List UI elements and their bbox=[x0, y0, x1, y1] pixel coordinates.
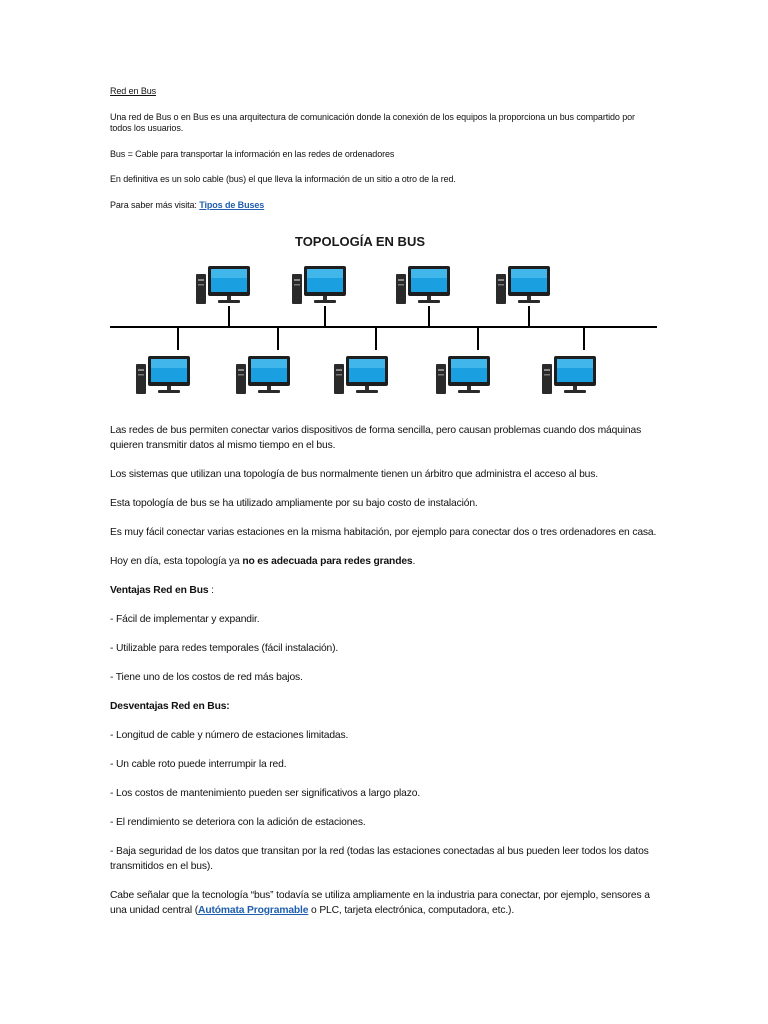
tower-case bbox=[542, 364, 552, 394]
paragraph-5-prefix: Hoy en día, esta topología ya bbox=[110, 556, 243, 567]
tower-drive bbox=[198, 284, 204, 286]
more-info-paragraph bbox=[110, 200, 658, 212]
advantage-item: - Tiene uno de los costos de red más bajos. bbox=[110, 672, 303, 683]
disadvantage-item: - Longitud de cable y número de estaciones limitadas. bbox=[110, 730, 349, 741]
screen-glare bbox=[411, 269, 447, 278]
intro-section bbox=[110, 86, 658, 225]
advantages-heading: Ventajas Red en Bus bbox=[110, 585, 209, 596]
screen-glare bbox=[349, 359, 385, 368]
paragraph-5-suffix: . bbox=[412, 556, 416, 567]
paragraph-5-bold: no es adecuada para redes grandes bbox=[242, 556, 413, 567]
tower-drive bbox=[498, 284, 504, 286]
monitor-stand bbox=[267, 386, 271, 390]
document-title: Red en Bus bbox=[110, 86, 157, 96]
tower-drive bbox=[398, 279, 404, 281]
computer-top-2 bbox=[292, 266, 346, 304]
screen-glare bbox=[557, 359, 593, 368]
tower-drive bbox=[294, 279, 300, 281]
computer-bottom-2 bbox=[236, 356, 290, 394]
tower-drive bbox=[198, 279, 204, 281]
computer-top-4 bbox=[496, 266, 550, 304]
tower-case bbox=[334, 364, 344, 394]
tower-case bbox=[396, 274, 406, 304]
paragraph-4: Es muy fácil conectar varias estaciones en la misma habitación, por ejemplo para conectar dos o tres ordenadores en casa. bbox=[110, 527, 657, 538]
bus-definition-paragraph: Bus = Cable para transportar la información en las redes de ordenadores bbox=[110, 148, 395, 159]
disadvantage-item: - Un cable roto puede interrumpir la red. bbox=[110, 759, 287, 770]
summary-paragraph: En definitiva es un solo cable (bus) el que lleva la información de un sitio a otro de la red. bbox=[110, 174, 456, 184]
advantage-item: - Fácil de implementar y expandir. bbox=[110, 614, 260, 625]
body-section bbox=[110, 423, 658, 932]
tower-drive bbox=[336, 374, 342, 376]
tower-drive bbox=[138, 374, 144, 376]
diagram-title: TOPOLOGÍA EN BUS bbox=[294, 234, 426, 249]
disadvantage-item: - Baja seguridad de los datos que transitan por la red (todas las estaciones conectadas al bus pueden leer todos los datos transmitidos en el bus). bbox=[110, 846, 649, 872]
monitor-base bbox=[518, 300, 540, 303]
monitor-base bbox=[218, 300, 240, 303]
monitor-stand bbox=[323, 296, 327, 300]
monitor-stand bbox=[227, 296, 231, 300]
monitor-stand bbox=[167, 386, 171, 390]
advantages-heading-line bbox=[110, 583, 658, 598]
computer-bottom-5 bbox=[542, 356, 596, 394]
monitor-stand bbox=[427, 296, 431, 300]
paragraph-5 bbox=[110, 554, 658, 569]
paragraph-3: Esta topología de bus se ha utilizado ampliamente por su bajo costo de instalación. bbox=[110, 498, 478, 509]
monitor-base bbox=[418, 300, 440, 303]
monitor-base bbox=[258, 390, 280, 393]
advantages-heading-suffix: : bbox=[208, 585, 214, 596]
paragraph-1: Las redes de bus permiten conectar varios dispositivos de forma sencilla, pero causan problemas cuando dos máquinas quieren transmitir datos al mismo tiempo en el bus. bbox=[110, 425, 642, 451]
disadvantage-item: - El rendimiento se deteriora con la adición de estaciones. bbox=[110, 817, 366, 828]
computer-bottom-1 bbox=[136, 356, 190, 394]
tower-drive bbox=[544, 374, 550, 376]
computer-bottom-3 bbox=[334, 356, 388, 394]
screen-glare bbox=[451, 359, 487, 368]
bus-topology-diagram bbox=[100, 228, 668, 410]
definition-paragraph: Una red de Bus o en Bus es una arquitectura de comunicación donde la conexión de los equipos la proporciona un bus compartido por todos los usuarios. bbox=[110, 111, 635, 133]
bus-topology-figure bbox=[100, 228, 668, 410]
closing-prefix: Cabe señalar que la tecnología “bus” todavía se utiliza ampliamente en la industria para conectar, por ejemplo, sensores a una unidad central ( bbox=[110, 890, 650, 916]
tower-drive bbox=[238, 369, 244, 371]
closing-paragraph bbox=[110, 888, 658, 918]
computer-top-3 bbox=[396, 266, 450, 304]
monitor-base bbox=[356, 390, 378, 393]
screen-glare bbox=[151, 359, 187, 368]
disadvantage-item: - Los costos de mantenimiento pueden ser significativos a largo plazo. bbox=[110, 788, 421, 799]
monitor-stand bbox=[527, 296, 531, 300]
monitor-stand bbox=[467, 386, 471, 390]
tower-case bbox=[292, 274, 302, 304]
monitor-base bbox=[158, 390, 180, 393]
monitor-stand bbox=[573, 386, 577, 390]
paragraph-2: Los sistemas que utilizan una topología de bus normalmente tienen un árbitro que administra el acceso al bus. bbox=[110, 469, 598, 480]
tower-case bbox=[236, 364, 246, 394]
tower-case bbox=[196, 274, 206, 304]
closing-suffix: o PLC, tarjeta electrónica, computadora, etc.). bbox=[308, 905, 515, 916]
tower-drive bbox=[294, 284, 300, 286]
tower-drive bbox=[238, 374, 244, 376]
screen-glare bbox=[511, 269, 547, 278]
computer-bottom-4 bbox=[436, 356, 490, 394]
tower-drive bbox=[438, 374, 444, 376]
monitor-stand bbox=[365, 386, 369, 390]
tower-drive bbox=[398, 284, 404, 286]
monitor-base bbox=[314, 300, 336, 303]
tower-drive bbox=[438, 369, 444, 371]
tower-drive bbox=[544, 369, 550, 371]
automata-programable-link[interactable]: Autómata Programable bbox=[198, 905, 309, 916]
tower-drive bbox=[138, 369, 144, 371]
tower-case bbox=[436, 364, 446, 394]
screen-glare bbox=[211, 269, 247, 278]
screen-glare bbox=[251, 359, 287, 368]
advantage-item: - Utilizable para redes temporales (fácil instalación). bbox=[110, 643, 339, 654]
monitor-base bbox=[458, 390, 480, 393]
tower-drive bbox=[336, 369, 342, 371]
tower-drive bbox=[498, 279, 504, 281]
tower-case bbox=[136, 364, 146, 394]
more-info-prefix: Para saber más visita: bbox=[110, 199, 200, 210]
screen-glare bbox=[307, 269, 343, 278]
tipos-de-buses-link[interactable]: Tipos de Buses bbox=[199, 199, 265, 210]
monitor-base bbox=[564, 390, 586, 393]
tower-case bbox=[496, 274, 506, 304]
computer-top-1 bbox=[196, 266, 250, 304]
disadvantages-heading: Desventajas Red en Bus: bbox=[110, 701, 230, 712]
